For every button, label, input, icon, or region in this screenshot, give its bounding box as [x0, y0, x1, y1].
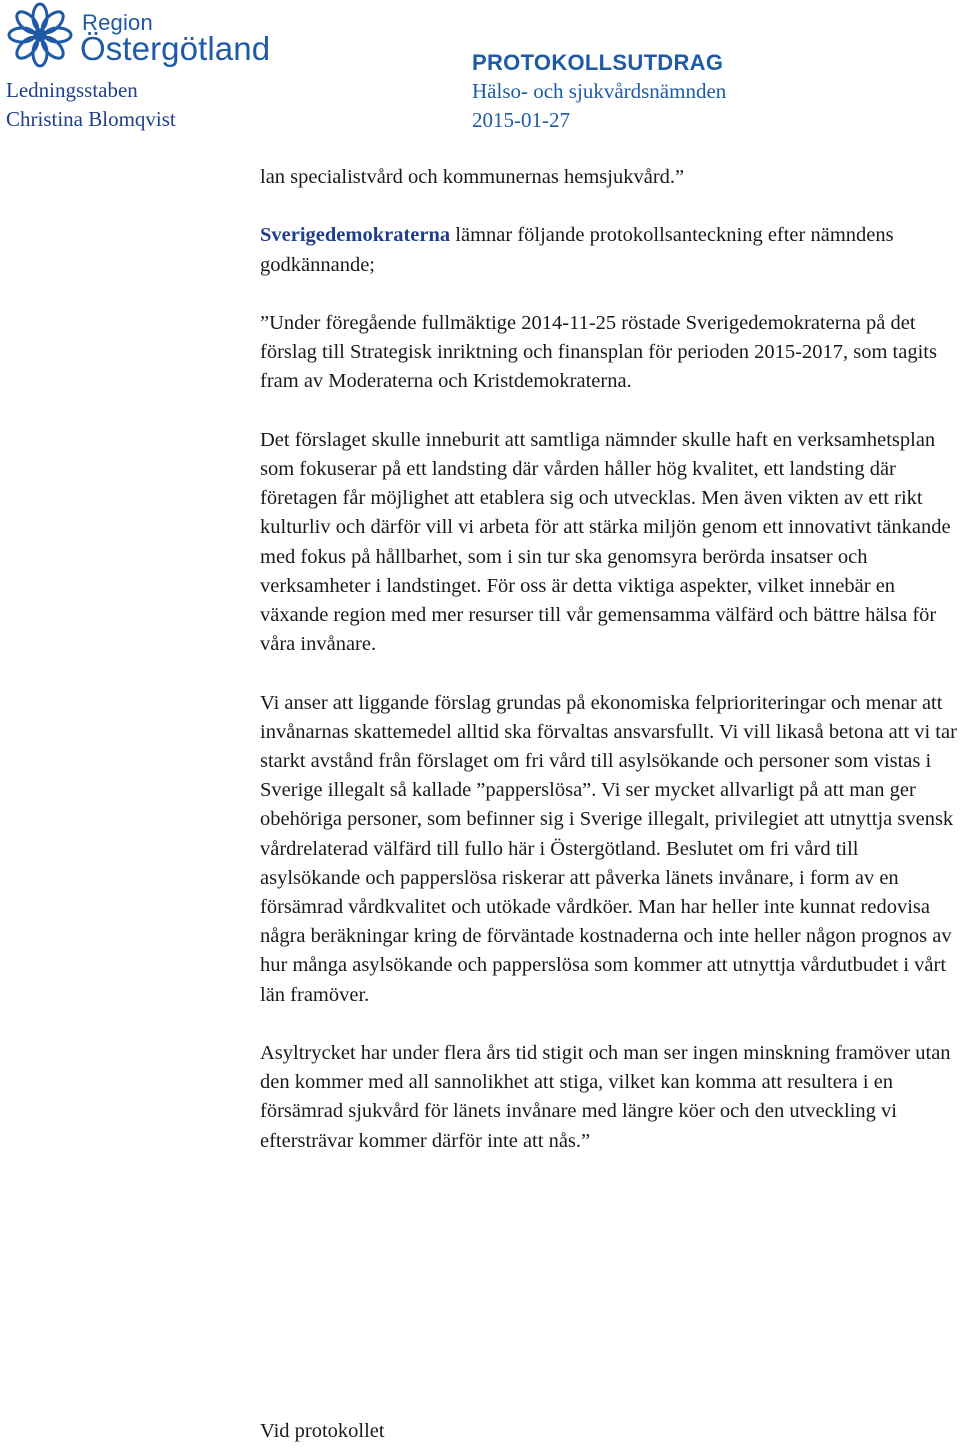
paragraph-4: Asyltrycket har under flera års tid stigit och man ser ingen minskning framöver utan den kommer med all sannolikhet att stiga, vilket kan komma att resultera i en försämrad sjukvård för länets invånare med längre köer och den utveckling vi eftersträvar kommer därför inte att nås.”	[260, 1042, 951, 1152]
logo-flower-icon	[6, 2, 76, 68]
party-statement-text: lämnar följande protokollsanteckning efter nämndens godkännande;	[260, 224, 894, 276]
logo-text-region: Region	[82, 10, 153, 35]
party-statement	[260, 221, 960, 279]
paragraph-2: Det förslaget skulle inneburit att samtliga nämnder skulle haft en verksamhetsplan som fokuserar på ett landsting där vården håller hög kvalitet, ett landsting där företagen får möjlighet att etablera sig och utvecklas. Men även vikten av ett rikt kulturliv och därför vill vi arbeta för att stärka miljön genom ett innovativt tänkande med fokus på hållbarhet, som i sin tur ska genomsyra berörda insatser och verksamheter i landstinget. För oss är detta viktiga aspekter, vilket innebär en växande region med mer resurser till vår gemensamma välfärd och bättre hälsa för våra invånare.	[260, 428, 951, 656]
meeting-date: 2015-01-27	[472, 108, 570, 132]
paragraph-3: Vi anser att liggande förslag grundas på ekonomiska felprioriteringar och menar att invånarnas skattemedel alltid ska förvaltas ansvarsfullt. Vi vill likaså betona att vi tar starkt avstånd från förslaget om fri vård till asylsökande och personer som vistas i Sverige illegalt så kallade ”papperslösa”. Vi ser mycket allvarligt på att man ger obehöriga personer, som befinner sig i Sverige illegalt, privilegiet att utnyttja svensk vårdrelaterad välfärd till fullo här i Östergötland. Beslutet om fri vård till asylsökande och papperslösa riskerar att påverka länets invånare, i form av en försämrad vårdkvalitet och utökade vårdköer. Man har heller inte kunnat redovisa några beräkningar kring de förväntade kostnaderna och inte heller någon prognos av hur många asylsökande och papperslösa som kommer att utnyttja vårdutbudet i vårt län framöver.	[260, 691, 957, 1006]
paragraph-1: ”Under föregående fullmäktige 2014-11-25 röstade Sverigedemokraterna på det förslag till Strategisk inriktning och finansplan för perioden 2015-2017, som tagits fram av Moderaterna och Kristdemokraterna.	[260, 311, 937, 393]
logo-text-ostergotland: Östergötland	[80, 30, 271, 67]
signature-line: Vid protokollet	[260, 1420, 385, 1442]
header-left	[6, 76, 176, 134]
department-label: Ledningsstaben	[6, 78, 138, 102]
board-name: Hälso- och sjukvårdsnämnden	[472, 79, 727, 103]
party-name: Sverigedemokraterna	[260, 224, 451, 247]
document-type: PROTOKOLLSUTDRAG	[472, 50, 724, 75]
region-logo	[6, 2, 271, 68]
document-body	[260, 163, 960, 1156]
header-right	[472, 48, 726, 135]
author-name: Christina Blomqvist	[6, 107, 176, 131]
intro-line: lan specialistvård och kommunernas hemsjukvård.”	[260, 166, 685, 188]
